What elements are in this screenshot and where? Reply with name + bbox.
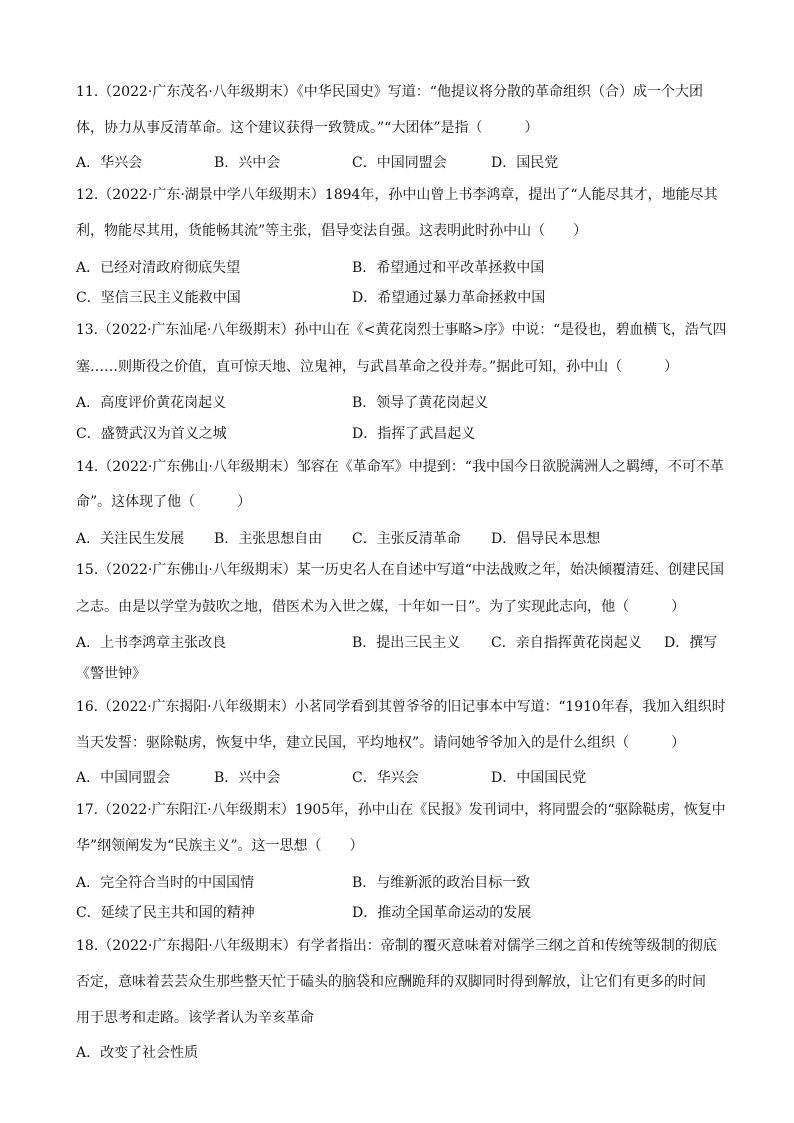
q15-option-a: A．上书李鸿章主张改良 (76, 635, 227, 651)
question-13-line-1: 13.（2022·广东汕尾·八年级期末）孙中山在《<黄花岗烈士事略>序》中说：“是役也，碧血横飞，浩气四 (76, 322, 727, 338)
question-15-line-2: 之志。由是以学堂为鼓吹之地，借医术为入世之媒，十年如一日”。为了实现此志向，他（ ） (76, 599, 686, 615)
q16-option-c: C．华兴会 (352, 770, 419, 786)
question-11-line-2: 体，协力从事反清革命。这个建议获得一致赞成。”“大团体”是指（ ） (76, 120, 539, 136)
q14-option-b: B．主张思想自由 (214, 531, 323, 547)
q18-option-a: A．改变了社会性质 (76, 1045, 199, 1061)
q17-option-b: B．与维新派的政治目标一致 (352, 875, 531, 891)
q16-option-d: D．中国国民党 (491, 770, 587, 786)
q15-option-c: C．亲自指挥黄花岗起义 (491, 635, 642, 651)
q12-option-b: B．希望通过和平改革拯救中国 (352, 260, 545, 276)
q11-option-a: A．华兴会 (76, 155, 143, 171)
q15-option-d: D．撰写 (664, 635, 718, 651)
q11-option-c: C．中国同盟会 (352, 155, 447, 171)
question-15-line-1: 15.（2022·广东佛山·八年级期末）某一历史名人在自述中写道“中法战败之年，始决倾覆清廷、创建民国 (76, 562, 724, 578)
question-18-line-3: 用于思考和走路。该学者认为辛亥革命 (76, 1010, 314, 1026)
q16-option-a: A．中国同盟会 (76, 770, 171, 786)
q17-option-d: D．推动全国革命运动的发展 (352, 905, 532, 921)
q15-option-b: B．提出三民主义 (352, 635, 461, 651)
question-12-line-1: 12.（2022·广东·湖景中学八年级期末）1894年，孙中山曾上书李鸿章，提出了“人能尽其才，地能尽其 (76, 187, 718, 203)
question-14-line-1: 14.（2022·广东佛山·八年级期末）邹容在《革命军》中提到：“我中国今日欲脱满洲人之羁缚，不可不革 (76, 459, 724, 475)
q15-option-d-continued: 《警世钟》 (76, 666, 146, 682)
q12-option-a: A．已经对清政府彻底失望 (76, 260, 241, 276)
q11-option-d: D．国民党 (491, 155, 559, 171)
q11-option-b: B．兴中会 (214, 155, 281, 171)
q17-option-c: C．延续了民主共和国的精神 (76, 905, 255, 921)
q14-option-a: A．关注民生发展 (76, 531, 185, 547)
question-13-line-2: 塞……则斯役之价值，直可惊天地、泣鬼神，与武昌革命之役并寿。”据此可知，孙中山（ ） (76, 359, 679, 375)
q13-option-b: B．领导了黄花岗起义 (352, 395, 489, 411)
question-17-line-1: 17.（2022·广东阳江·八年级期末）1905年，孙中山在《民报》发刊词中，将同盟会的“驱除鞑虏，恢复中 (76, 802, 726, 818)
question-16-line-1: 16.（2022·广东揭阳·八年级期末）小茗同学看到其曾爷爷的旧记事本中写道：“1910年春，我加入组织时 (76, 699, 726, 715)
question-17-line-2: 华”纲领阐发为“民族主义”。这一思想（ ） (76, 838, 364, 854)
q17-option-a: A．完全符合当时的中国国情 (76, 875, 255, 891)
q12-option-c: C．坚信三民主义能救中国 (76, 290, 241, 306)
q14-option-c: C．主张反清革命 (352, 531, 461, 547)
question-18-line-2: 否定，意味着芸芸众生那些整天忙于磕头的脑袋和应酬跪拜的双脚同时得到解放，让它们有更多的时间 (76, 974, 706, 990)
question-16-line-2: 当天发誓：驱除鞑虏，恢复中华，建立民国，平均地权”。请问她爷爷加入的是什么组织（ ） (76, 735, 686, 751)
q16-option-b: B．兴中会 (214, 770, 281, 786)
question-11-line-1: 11.（2022·广东茂名·八年级期末）《中华民国史》写道：“他提议将分散的革命组织（合）成一个大团 (76, 84, 703, 100)
question-12-line-2: 利，物能尽其用，货能畅其流”等主张，倡导变法自强。这表明此时孙中山（ ） (76, 223, 588, 239)
q12-option-d: D．希望通过暴力革命拯救中国 (352, 290, 546, 306)
question-14-line-2: 命”。这体现了他（ ） (76, 494, 252, 510)
question-18-line-1: 18.（2022·广东揭阳·八年级期末）有学者指出：帝制的覆灭意味着对儒学三纲之首和传统等级制的彻底 (76, 938, 717, 954)
q14-option-d: D．倡导民本思想 (491, 531, 601, 547)
q13-option-a: A．高度评价黄花岗起义 (76, 395, 227, 411)
q13-option-d: D．指挥了武昌起义 (352, 426, 476, 442)
q13-option-c: C．盛赞武汉为首义之城 (76, 426, 227, 442)
